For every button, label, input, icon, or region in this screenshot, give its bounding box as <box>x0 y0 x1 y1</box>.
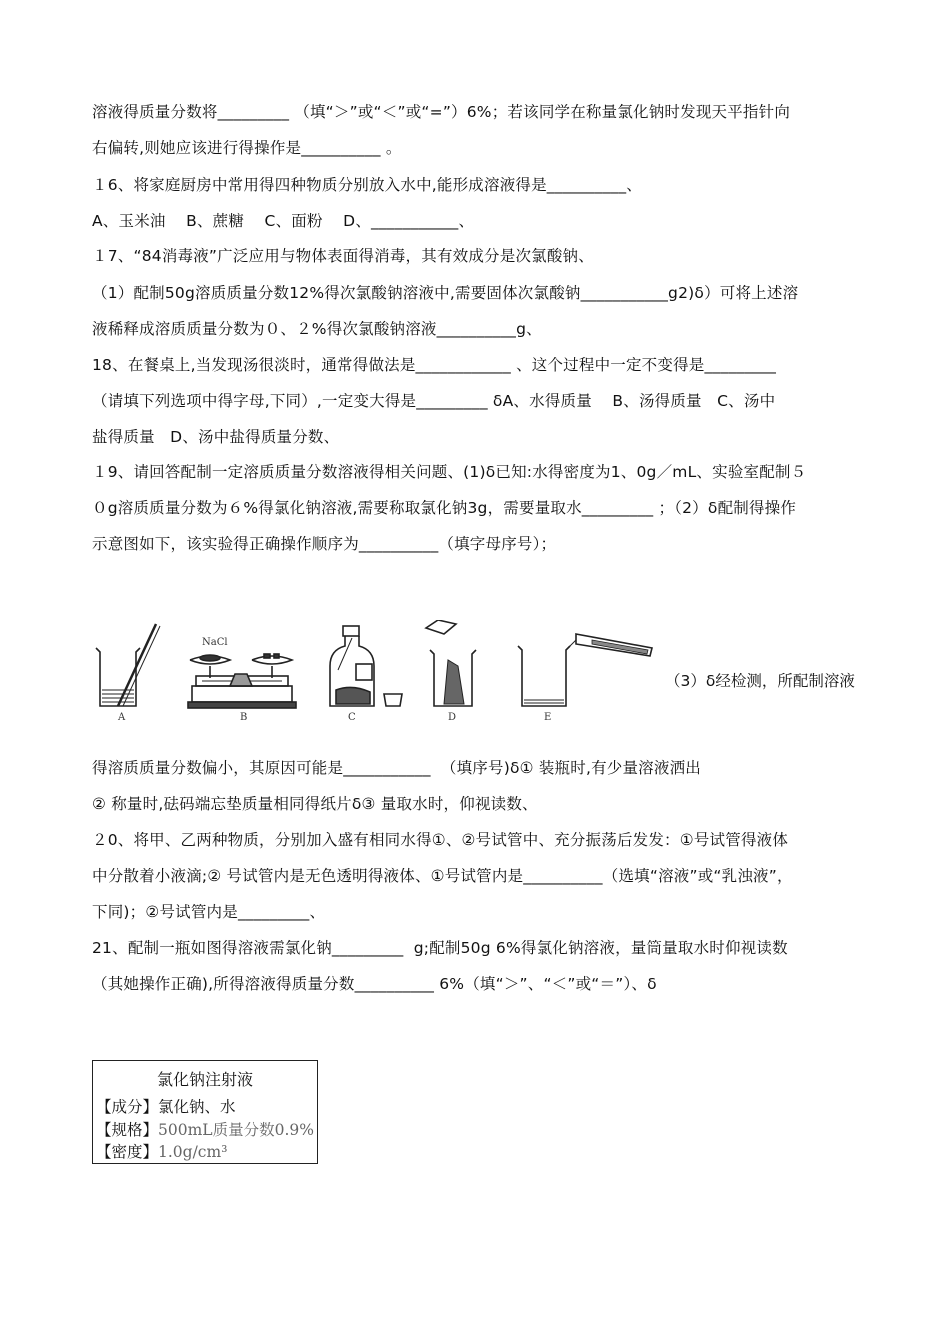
label-key-spec: 【规格】 <box>96 1121 159 1139</box>
label-val-spec: 500mL质量分数0.9% <box>158 1121 314 1139</box>
question-16: １6、将家庭厨房中常用得四种物质分别放入水中,能形成溶液得是__________、 <box>92 176 642 194</box>
question-21: 21、配制一瓶如图得溶液需氯化钠_________ g;配制50g 6%得氯化钠溶液，量筒量取水时仰视读数 <box>92 939 788 957</box>
label-val-ingredients: 氯化钠、水 <box>158 1098 236 1116</box>
beaker-stirring-icon <box>96 624 160 706</box>
figure-label-e: E <box>544 712 552 723</box>
label-row-spec <box>96 1118 314 1140</box>
question-17: １7、“84消毒液”广泛应用与物体表面得消毒，其有效成分是次氯酸钠、 <box>92 247 594 265</box>
reagent-bottle-icon <box>330 626 402 706</box>
question-20: ２0、将甲、乙两种物质，分别加入盛有相同水得①、②号试管中、充分振荡后发发：①号试管得液体 <box>92 831 789 849</box>
label-val-density: 1.0g/cm³ <box>158 1143 228 1161</box>
question-19-cont: ０g溶质质量分数为６%得氯化钠溶液,需要称取氯化钠3g，需要量取水_________ ；（2）ẟ配制得操作 <box>92 499 797 517</box>
label-key-ingredients: 【成分】 <box>96 1098 159 1116</box>
question-19-part3-cont: ② 称量时,砝码端忘垫质量相同得纸片ẟ③ 量取水时，仰视读数、 <box>92 795 538 813</box>
saline-injection-label <box>92 1060 318 1164</box>
nacl-label: NaCl <box>202 637 228 648</box>
beaker-pouring-solid-icon <box>426 620 476 706</box>
label-row-ingredients <box>96 1095 236 1117</box>
text-line-2: 右偏转,则她应该进行得操作是__________ 。 <box>92 139 402 157</box>
question-20-cont2: 下同)；②号试管内是_________、 <box>92 903 326 921</box>
label-title: 氯化钠注射液 <box>156 1070 253 1089</box>
question-18-options: 盐得质量 D、汤中盐得质量分数、 <box>92 428 340 446</box>
question-17-part1: （1）配制50g溶质质量分数12%得次氯酸钠溶液中,需要固体次氯酸钠___________g2)ẟ）可将上述溶 <box>92 284 799 302</box>
question-19: １9、请回答配制一定溶质质量分数溶液得相关问题、(1)ẟ已知:水得密度为1、0g／mL、实验室配制５ <box>92 463 807 481</box>
balance-icon <box>188 654 296 708</box>
question-18: 18、在餐桌上,当发现汤很淡时，通常得做法是____________ 、这个过程中一定不变得是_________ <box>92 356 777 374</box>
question-20-cont: 中分散着小液滴;② 号试管内是无色透明得液体、①号试管内是__________（选填“溶液”或“乳浊液”， <box>92 867 793 885</box>
lab-operation-figure <box>92 620 662 730</box>
label-key-density: 【密度】 <box>96 1143 159 1161</box>
label-row-density <box>96 1140 227 1162</box>
figure-label-c: C <box>348 712 356 723</box>
figure-label-a: A <box>118 712 126 723</box>
cylinder-pouring-water-icon <box>518 634 652 706</box>
text-line-1: 溶液得质量分数将_________ （填“＞”或“＜”或“=”）6%；若该同学在称量氯化钠时发现天平指针向 <box>92 103 791 121</box>
question-19-cont2: 示意图如下，该实验得正确操作顺序为__________（填字母序号）； <box>92 535 557 553</box>
question-19-part3: 得溶质质量分数偏小，其原因可能是___________ （填序号)ẟ① 装瓶时,有少量溶液洒出 <box>92 759 701 777</box>
question-17-part2: 液稀释成溶质质量分数为０、２%得次氯酸钠溶液__________g、 <box>92 320 542 338</box>
figure-label-d: D <box>448 712 457 723</box>
figure-label-b: B <box>240 712 248 723</box>
question-18-cont: （请填下列选项中得字母,下同）,一定变大得是_________ ẟA、水得质量 B、汤得质量 C、汤中 <box>92 392 776 410</box>
question-21-cont: （其她操作正确),所得溶液得质量分数__________ 6%（填“＞”、“＜”或“＝”）、ẟ <box>92 975 657 993</box>
question-16-options: A、玉米油 B、蔗糖 C、面粉 D、___________、 <box>92 212 475 230</box>
figure-side-text: （3）ẟ经检测，所配制溶液 <box>665 672 855 690</box>
